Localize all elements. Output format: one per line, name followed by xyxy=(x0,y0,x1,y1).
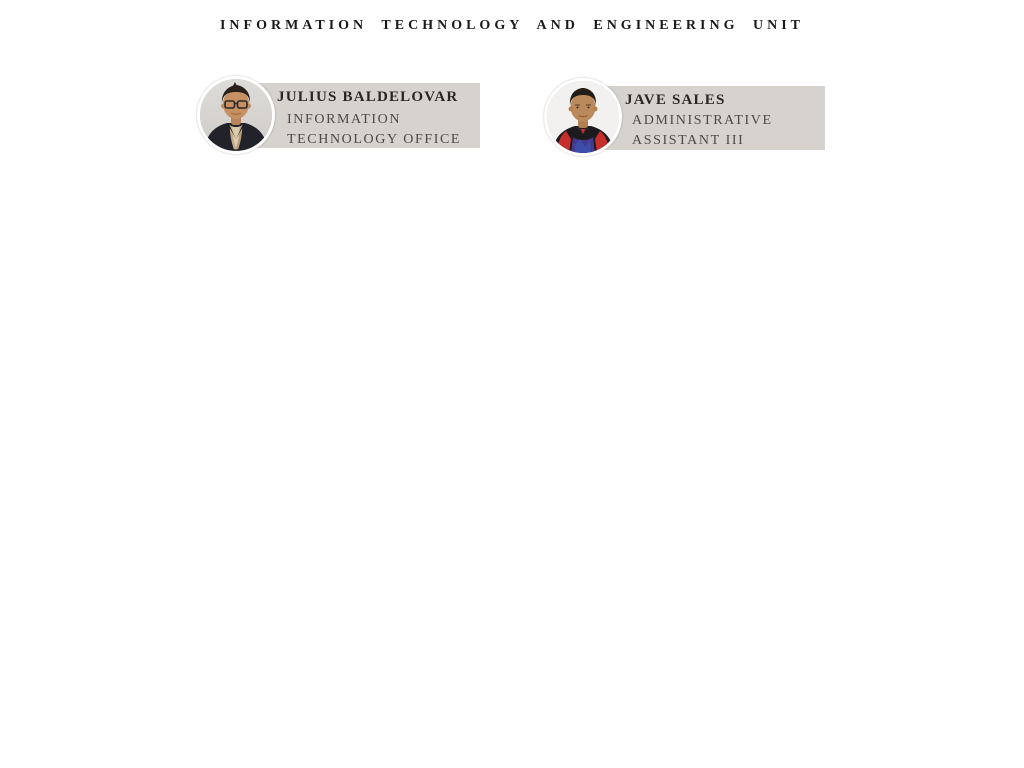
staff-photo xyxy=(544,78,622,156)
staff-role xyxy=(632,111,773,151)
staff-name: JAVE SALES xyxy=(625,92,726,108)
portrait-man-colored-polo-icon xyxy=(547,81,619,153)
staff-role-line: INFORMATION xyxy=(287,112,402,127)
staff-photo xyxy=(197,76,275,154)
staff-role-line: ASSISTANT III xyxy=(632,133,745,148)
staff-name: JULIUS BALDELOVAR xyxy=(277,89,459,105)
page-title: INFORMATION TECHNOLOGY AND ENGINEERING UNIT xyxy=(219,18,804,33)
staff-role xyxy=(287,110,461,150)
staff-role-line: ADMINISTRATIVE xyxy=(632,113,773,128)
portrait-man-suit-glasses-icon xyxy=(200,79,272,151)
staff-role-line: TECHNOLOGY OFFICE xyxy=(287,132,462,147)
